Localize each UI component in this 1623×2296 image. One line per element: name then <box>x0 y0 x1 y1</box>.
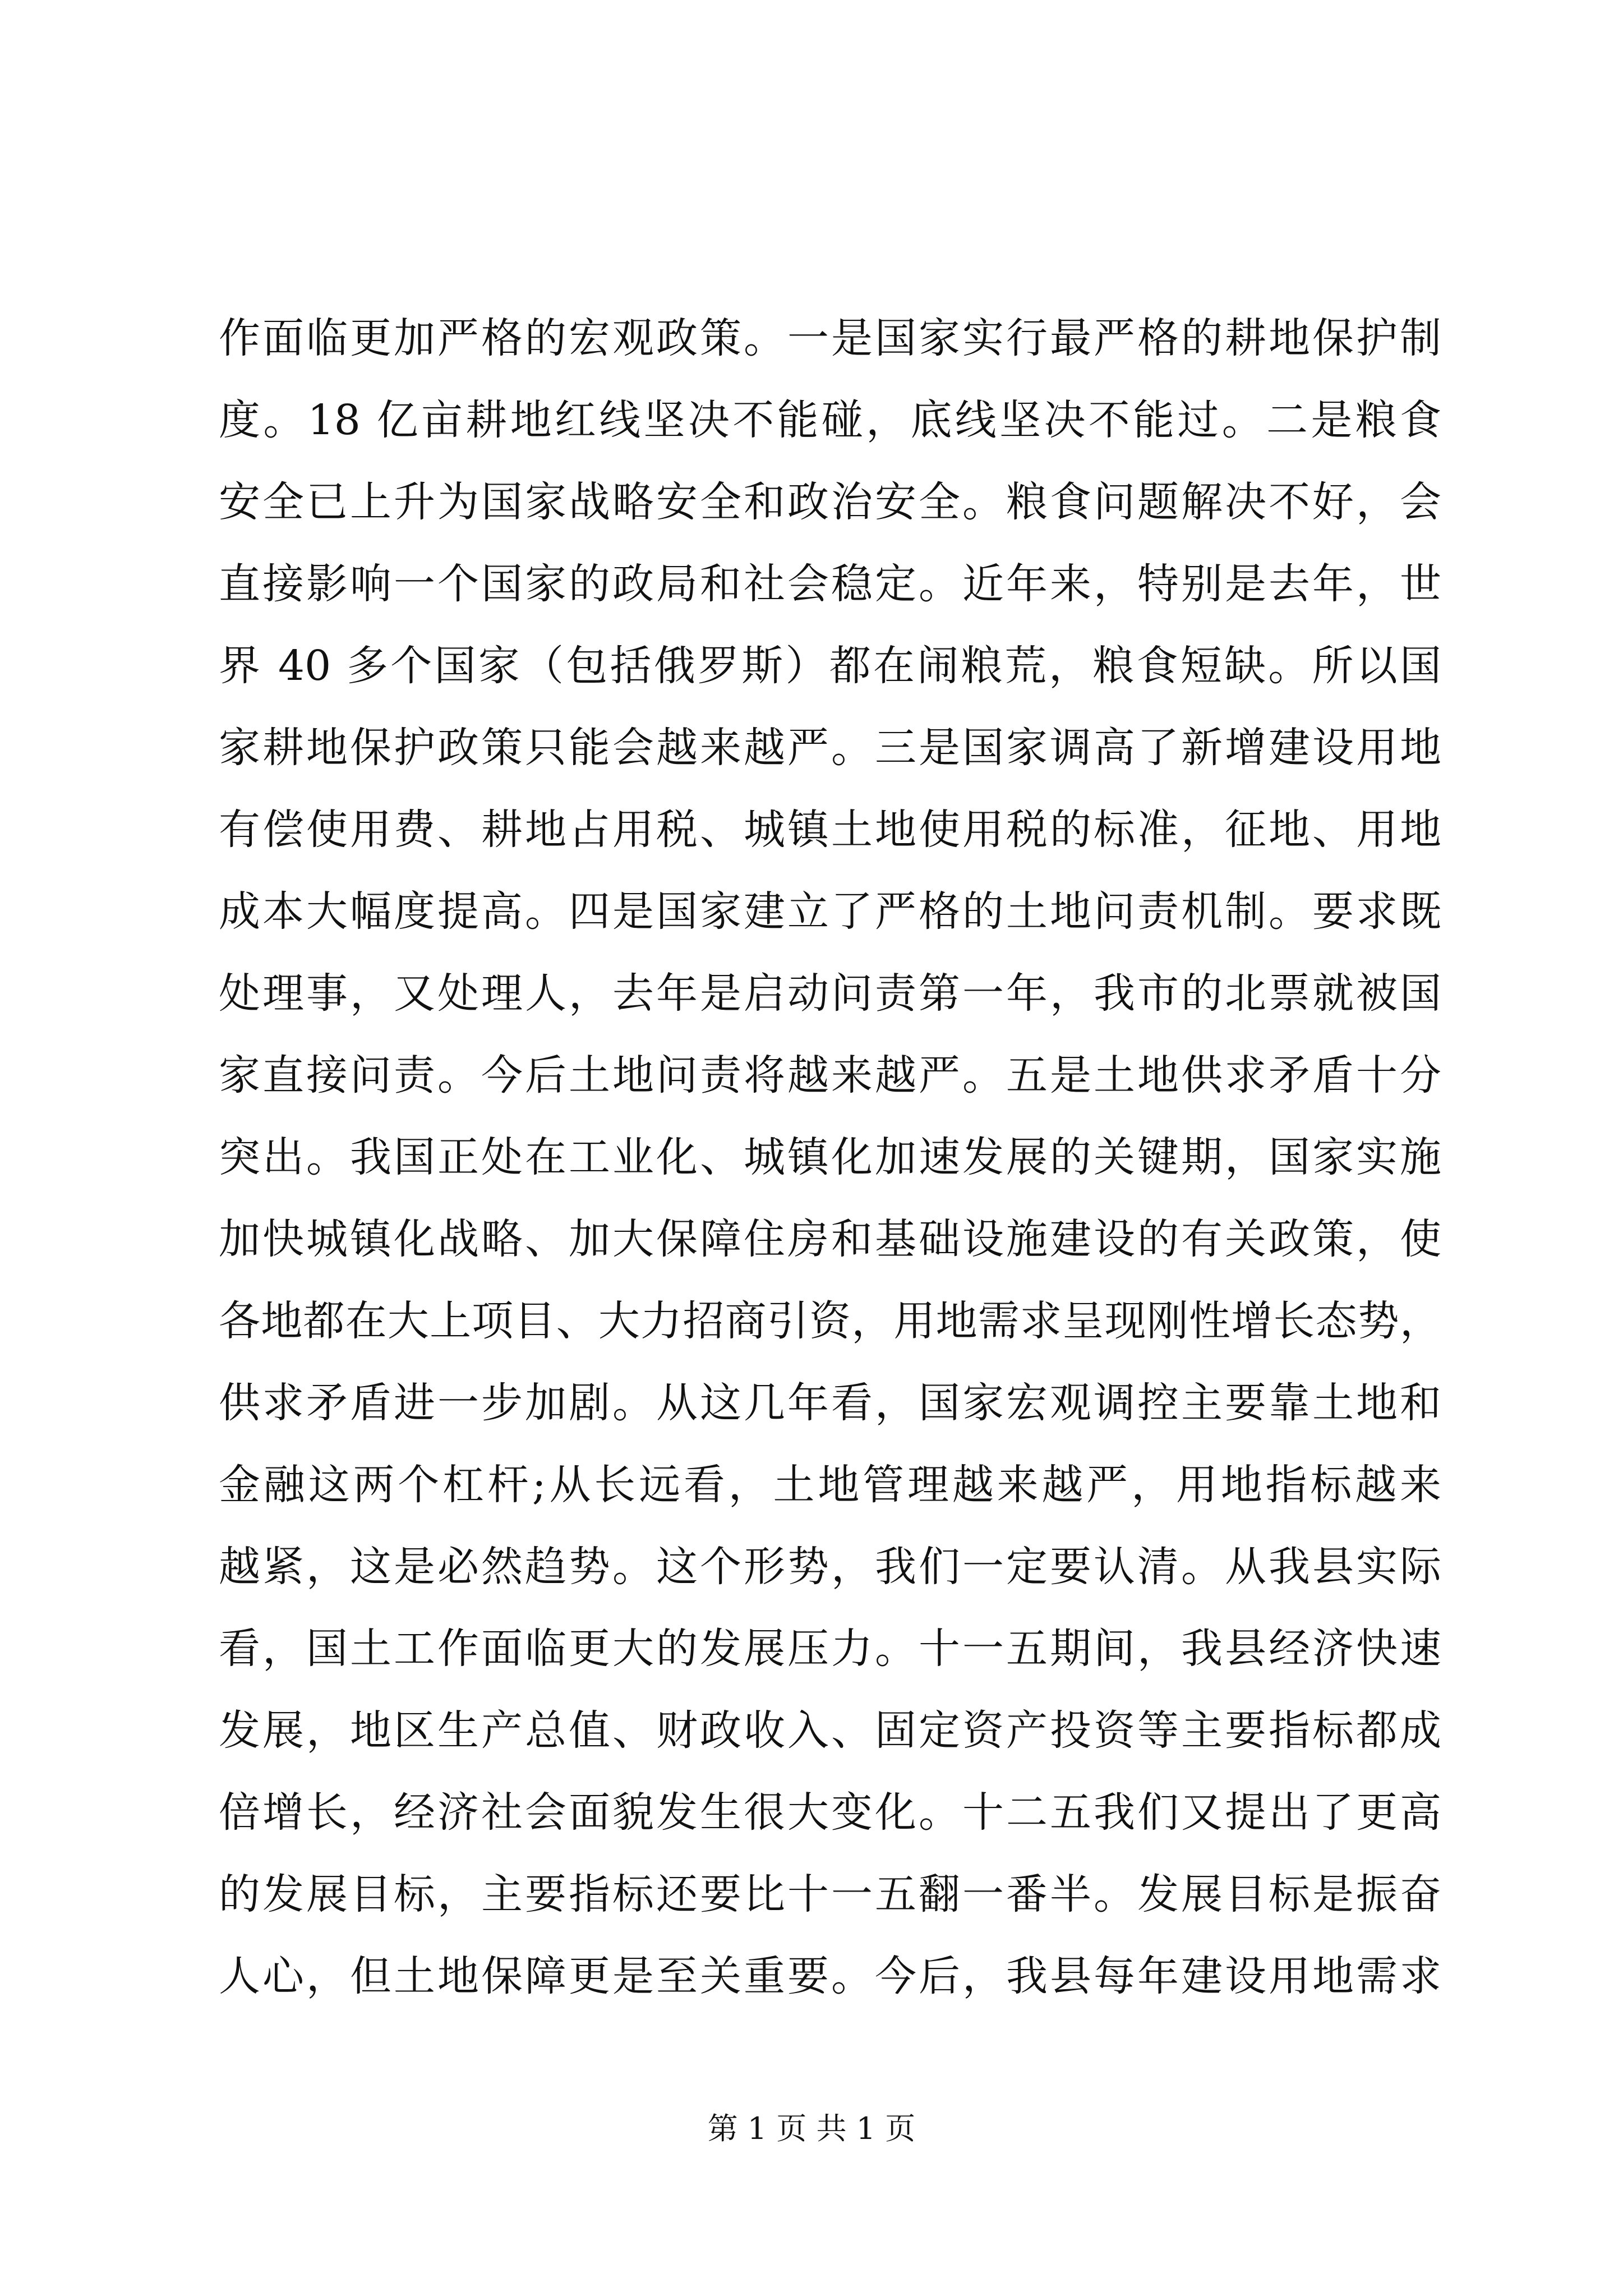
text-line: 发展，地区生产总值、财政收入、固定资产投资等主要指标都成 <box>219 1706 1441 1755</box>
text-line: 家耕地保护政策只能会越来越严。三是国家调高了新增建设用地 <box>219 724 1441 772</box>
text-line: 有偿使用费、耕地占用税、城镇土地使用税的标准，征地、用地 <box>219 806 1441 854</box>
text-line: 处理事，又处理人，去年是启动问责第一年，我市的北票就被国 <box>219 969 1441 1018</box>
text-line: 加快城镇化战略、加大保障住房和基础设施建设的有关政策，使 <box>219 1215 1441 1263</box>
text-line: 安全已上升为国家战略安全和政治安全。粮食问题解决不好，会 <box>219 478 1441 526</box>
body-text <box>219 297 1441 2017</box>
text-line: 越紧，这是必然趋势。这个形势，我们一定要认清。从我县实际 <box>219 1543 1441 1591</box>
text-line: 作面临更加严格的宏观政策。一是国家实行最严格的耕地保护制 <box>219 314 1441 362</box>
text-line: 的发展目标，主要指标还要比十一五翻一番半。发展目标是振奋 <box>219 1870 1441 1918</box>
text-line: 界 40 多个国家（包括俄罗斯）都在闹粮荒，粮食短缺。所以国 <box>219 642 1441 690</box>
text-line: 倍增长，经济社会面貌发生很大变化。十二五我们又提出了更高 <box>219 1788 1441 1837</box>
text-line: 突出。我国正处在工业化、城镇化加速发展的关键期，国家实施 <box>219 1133 1441 1181</box>
text-line: 供求矛盾进一步加剧。从这几年看，国家宏观调控主要靠土地和 <box>219 1379 1441 1427</box>
text-line: 看，国土工作面临更大的发展压力。十一五期间，我县经济快速 <box>219 1625 1441 1673</box>
text-line: 家直接问责。今后土地问责将越来越严。五是土地供求矛盾十分 <box>219 1051 1441 1099</box>
text-line: 金融这两个杠杆;从长远看，土地管理越来越严，用地指标越来 <box>219 1461 1441 1509</box>
text-line: 成本大幅度提高。四是国家建立了严格的土地问责机制。要求既 <box>219 887 1441 936</box>
text-line: 各地都在大上项目、大力招商引资，用地需求呈现刚性增长态势， <box>219 1297 1441 1345</box>
page-footer: 第 1 页 共 1 页 <box>707 2111 916 2146</box>
text-line: 直接影响一个国家的政局和社会稳定。近年来，特别是去年，世 <box>219 560 1441 608</box>
text-line: 度。18 亿亩耕地红线坚决不能碰，底线坚决不能过。二是粮食 <box>219 396 1441 444</box>
text-line: 人心，但土地保障更是至关重要。今后，我县每年建设用地需求 <box>219 1952 1441 2000</box>
